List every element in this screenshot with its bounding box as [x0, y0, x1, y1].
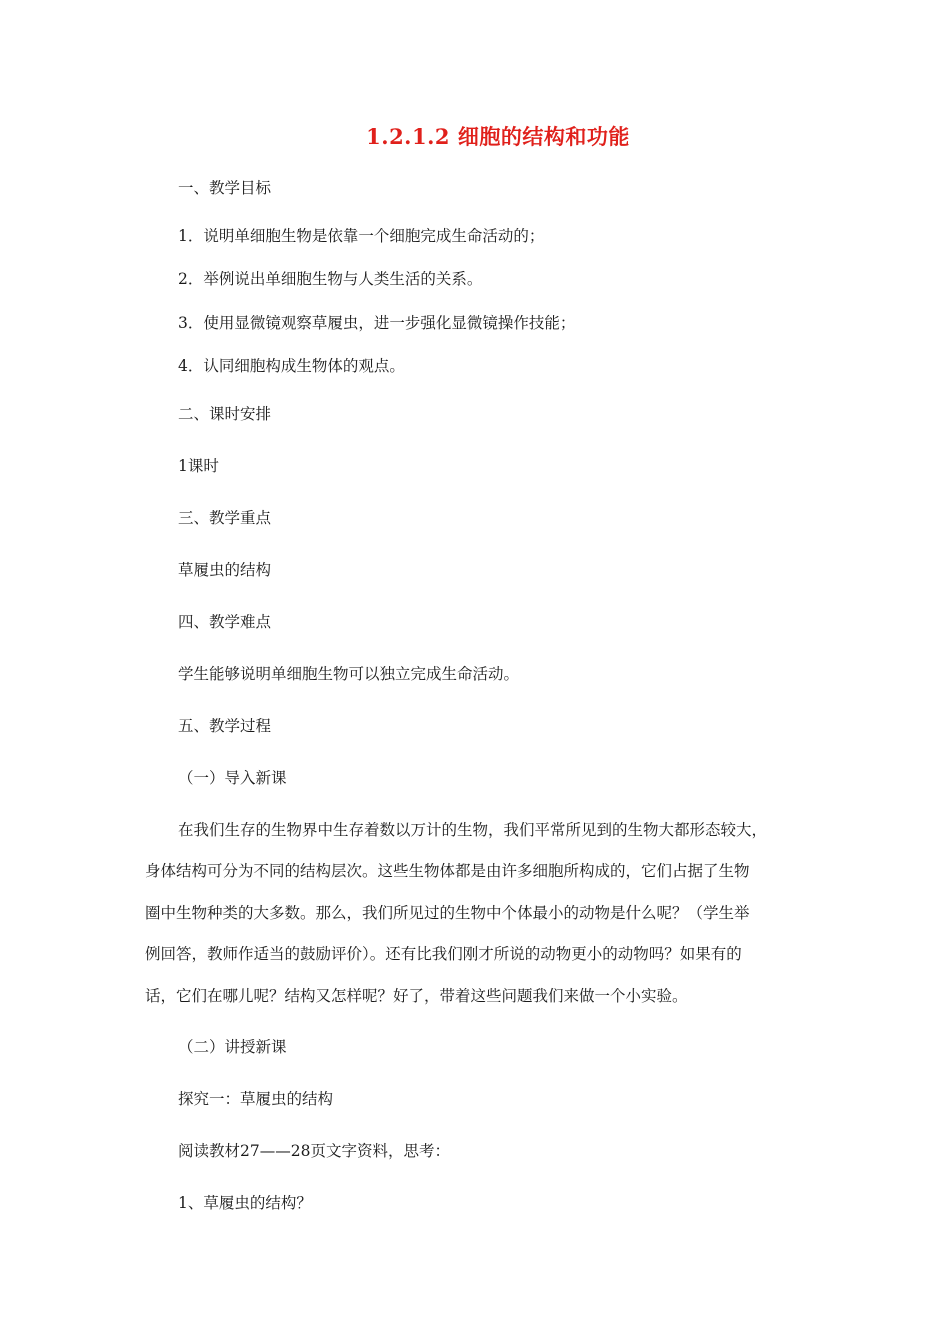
reading-instruction: 阅读教材27——28页文字资料，思考：: [178, 1142, 450, 1160]
subsection-heading-intro: （一）导入新课: [178, 769, 287, 787]
section-heading-key-points: 三、教学重点: [178, 509, 272, 527]
section-heading-objectives: 一、教学目标: [178, 179, 272, 197]
difficulties-body: 学生能够说明单细胞生物可以独立完成生命活动。: [178, 665, 520, 683]
key-points-body: 草履虫的结构: [178, 561, 272, 579]
objective-item-3: 3．使用显微镜观察草履虫，进一步强化显微镜操作技能；: [178, 314, 576, 332]
objective-item-1: 1．说明单细胞生物是依靠一个细胞完成生命活动的；: [178, 227, 545, 245]
inquiry-heading: 探究一：草履虫的结构: [178, 1090, 334, 1108]
objective-item-4: 4．认同细胞构成生物体的观点。: [178, 357, 405, 375]
section-heading-process: 五、教学过程: [178, 717, 272, 735]
intro-paragraph-line-4: 例回答，教师作适当的鼓励评价）。还有比我们刚才所说的动物更小的动物吗？如果有的: [145, 945, 742, 963]
subsection-heading-new-lesson: （二）讲授新课: [178, 1038, 287, 1056]
document-title: 1.2.1.2 细胞的结构和功能: [366, 124, 630, 149]
intro-paragraph-line-1: 在我们生存的生物界中生存着数以万计的生物，我们平常所见到的生物大都形态较大，: [178, 821, 768, 839]
intro-paragraph-line-3: 圈中生物种类的大多数。那么，我们所见过的生物中个体最小的动物是什么呢？（学生举: [145, 904, 750, 922]
question-1: 1、草履虫的结构？: [178, 1194, 312, 1212]
objective-item-2: 2．举例说出单细胞生物与人类生活的关系。: [178, 270, 483, 288]
section-heading-schedule: 二、课时安排: [178, 405, 272, 423]
intro-paragraph-line-5: 话，它们在哪儿呢？结构又怎样呢？好了，带着这些问题我们来做一个小实验。: [145, 987, 688, 1005]
schedule-body: 1课时: [178, 457, 219, 475]
intro-paragraph-line-2: 身体结构可分为不同的结构层次。这些生物体都是由许多细胞所构成的，它们占据了生物: [145, 862, 750, 880]
section-heading-difficulties: 四、教学难点: [178, 613, 272, 631]
